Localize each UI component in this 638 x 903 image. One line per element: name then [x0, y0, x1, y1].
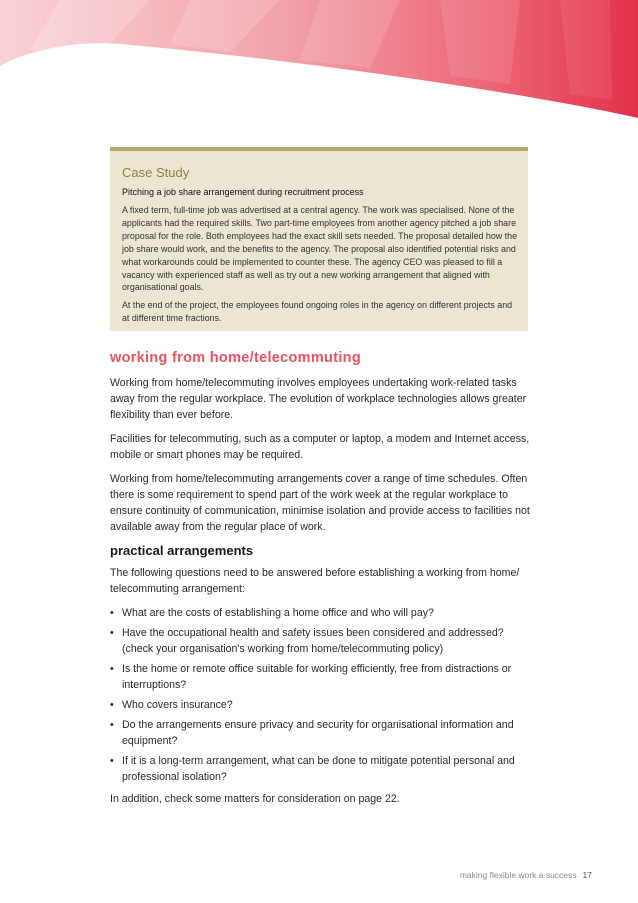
body-paragraph: Working from home/telecommuting arrangements cover a range of time schedules. Often there is some requirement to spend part of the work week at the regular workplace to ensure continuity of communication, minimise isolation and provide access to facilities not available away from the regular place of work.	[110, 473, 530, 533]
main-content	[110, 349, 535, 815]
bullet-icon: •	[110, 699, 114, 711]
case-study-paragraph: A fixed term, full-time job was advertised at a central agency. The work was specialised. None of the applicants had the required skills. Two part-time employees from another agency pitched a job share proposal for the role. Both employees had the exact skill sets needed. The proposal detailed how the job share would work, and the benefits to the agency. The proposal also identified potential risks and what workarounds could be implemented to counter these. The agency CEO was pleased to fill a vacancy with experienced staff as well as try out a new working arrangement that aligned with organisational goals.	[122, 205, 518, 293]
list-item-text: Is the home or remote office suitable for working efficiently, free from distractions or interruptions?	[122, 663, 512, 691]
bullet-icon: •	[110, 607, 114, 619]
list-item	[110, 697, 535, 713]
section-heading: working from home/telecommuting	[110, 350, 361, 366]
body-paragraph: Working from home/telecommuting involves employees undertaking work-related tasks away from the regular workplace. The evolution of workplace technologies allows greater flexibility than ever before.	[110, 377, 527, 421]
list-item	[110, 625, 535, 657]
list-item-text: Have the occupational health and safety issues been considered and addressed? (check your organisation's working from home/telecommuting policy)	[122, 627, 504, 655]
list-item	[110, 661, 535, 693]
case-study-subtitle: Pitching a job share arrangement during recruitment process	[122, 187, 364, 197]
bullet-icon: •	[110, 627, 114, 639]
decorative-header-banner	[0, 0, 638, 130]
page-number: 17	[582, 870, 592, 880]
list-item-text: If it is a long-term arrangement, what can be done to mitigate potential personal and professional isolation?	[122, 755, 515, 783]
list-item	[110, 753, 535, 785]
footer-text: making flexible work a success	[459, 870, 577, 880]
list-item-text: What are the costs of establishing a home office and who will pay?	[122, 607, 434, 619]
bullet-icon: •	[110, 755, 114, 767]
list-item	[110, 717, 535, 749]
subsection-heading: practical arrangements	[110, 543, 254, 558]
case-study-paragraph: At the end of the project, the employees found ongoing roles in the agency on different projects and at different time fractions.	[122, 300, 513, 324]
closing-paragraph: In addition, check some matters for consideration on page 22.	[110, 793, 400, 805]
case-study-box	[110, 147, 528, 331]
body-paragraph: Facilities for telecommuting, such as a computer or laptop, a modem and Internet access, mobile or smart phones may be required.	[110, 433, 530, 461]
list-item-text: Who covers insurance?	[122, 699, 233, 711]
bullet-icon: •	[110, 663, 114, 675]
banner-graphic	[0, 0, 638, 130]
intro-paragraph: The following questions need to be answered before establishing a working from home/ telecommuting arrangement:	[110, 567, 520, 595]
case-study-title: Case Study	[122, 165, 190, 180]
question-list	[110, 605, 535, 785]
bullet-icon: •	[110, 719, 114, 731]
page-footer	[460, 870, 592, 880]
list-item	[110, 605, 535, 621]
list-item-text: Do the arrangements ensure privacy and security for organisational information and equipment?	[122, 719, 514, 747]
